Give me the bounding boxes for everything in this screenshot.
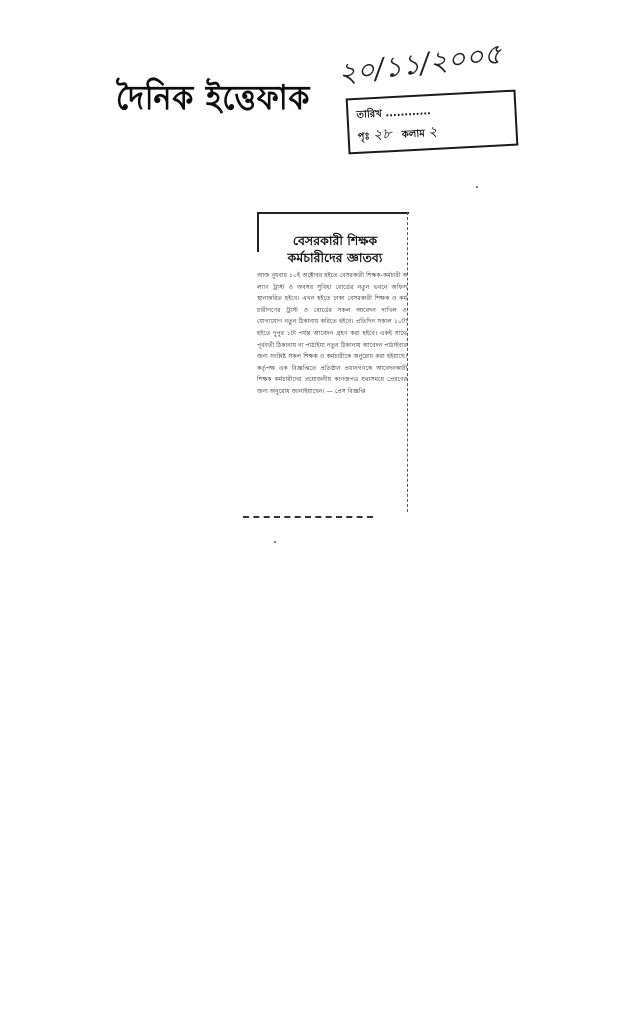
scan-speck xyxy=(476,186,478,188)
stamp-date-label: তারিখ ............ xyxy=(356,106,432,121)
stamp-column-value: ২ xyxy=(427,123,438,141)
newspaper-masthead: দৈনিক ইত্তেফাক xyxy=(116,78,311,118)
stamp-column-label: কলাম xyxy=(401,128,426,141)
clipping-border-top xyxy=(257,212,409,214)
stamp-page-label: পৃঃ xyxy=(357,131,371,143)
clipping-body: আজ বুধবার ১০ই অক্টোবর হইতে বেসরকারী শিক্ষক-কর্মচারী কল্যাণ ট্রাস্ট ও অবসর সুবিধা বোর্ডের নতুন ভবনে অফিস স্থানান্তরিত হইবে। এখন হইতে ঢাকা বেসরকারী শিক্ষক ও কর্মচারীগণের ট্রাস্ট ও বোর্ডের সকল আবেদন দাখিল ও যোগাযোগ নতুন ঠিকানায় করিতে হইবে। প্রতিদিন সকাল ১০টা হইতে দুপুর ১টা পর্যন্ত আবেদন গ্রহণ করা হইবে। একই সাথে পূর্ববর্তী ঠিকানায় না পাঠাইয়া নতুন ঠিকানায় আবেদন পাঠাইবার জন্য সংশ্লিষ্ট সকল শিক্ষক ও কর্মচারীকে অনুরোধ করা হইয়াছে। কর্তৃপক্ষ এক বিজ্ঞপ্তিতে প্রতিষ্ঠান প্রধানগণকে আবেদনকারী শিক্ষক কর্মচারীদের প্রয়োজনীয় কাগজপত্র যথাসময়ে প্রেরণের জন্য অনুরোধ জানাইয়াছেন। — প্রেস বিজ্ঞপ্তি xyxy=(257,272,407,395)
clipping-border-left xyxy=(257,212,259,252)
headline-line-2: কর্মচারীদের জ্ঞাতব্য xyxy=(287,250,383,265)
archive-stamp xyxy=(346,90,519,155)
clipping-border-bottom xyxy=(243,516,373,518)
scan-speck xyxy=(274,541,276,543)
news-clipping xyxy=(243,212,413,522)
handwritten-date: ২০/১১/২০০৫ xyxy=(336,37,504,90)
stamp-page-value: ২৮ xyxy=(372,126,392,144)
clipping-headline xyxy=(261,232,409,266)
headline-line-1: বেসরকারী শিক্ষক xyxy=(292,233,378,248)
